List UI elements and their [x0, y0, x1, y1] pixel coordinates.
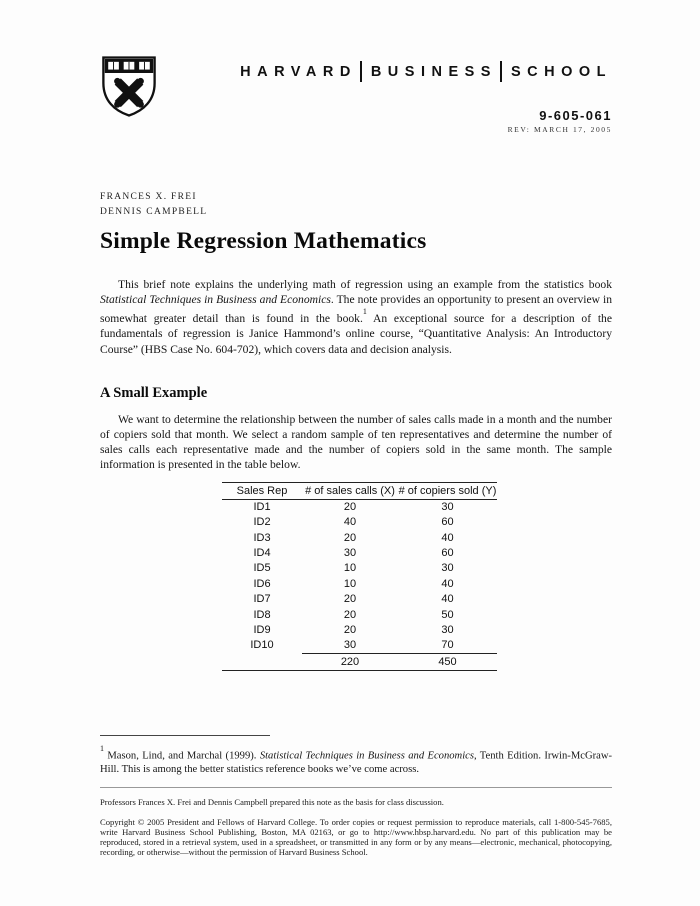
document-number: 9-605-061 [539, 108, 612, 123]
table-row [222, 561, 497, 576]
section-text: We want to determine the relationship between the number of sales calls made in a month and the number of copiers sold that month. We select a random sample of ten representatives and determine the number of sales calls each representative made and the number of copiers sold in the same month. The sample information is presented in the table below. [100, 412, 612, 472]
column-header-copiers-sold: # of copiers sold (Y) [398, 482, 497, 499]
book-title-italic: Statistical Techniques in Business and Economics [100, 293, 331, 307]
cell-id: ID2 [253, 516, 271, 529]
cell-calls: 30 [343, 639, 357, 652]
preparation-credit: Professors Frances X. Frei and Dennis Campbell prepared this note as the basis for class discussion. [100, 797, 444, 808]
cell-sold: 30 [441, 624, 454, 636]
cell-calls: 20 [343, 608, 357, 621]
page-title: Simple Regression Mathematics [100, 228, 427, 254]
cell-calls: 20 [343, 624, 357, 636]
intro-paragraph [100, 277, 612, 357]
wordmark-divider [500, 61, 502, 82]
section-heading: A Small Example [100, 384, 208, 401]
author-name: FRANCES X. FREI [100, 192, 197, 202]
cell-sold: 50 [441, 608, 454, 621]
cell-id: ID9 [253, 624, 271, 636]
cell-sold: 70 [441, 639, 454, 652]
table-header-row [222, 482, 497, 499]
copyright-notice: Copyright © 2005 President and Fellows of Harvard College. To order copies or request permission to reproduce materials, call 1-800-545-7685, write Harvard Business School Publishing, Boston, MA 02163, or go to http://www.hbsp.harvard.edu. No part of this publication may be reproduced, stored in a retrieval system, used in a spreadsheet, or transmitted in any form or by any means—electronic, mechanical, photocopying, recording, or otherwise—without the permission of Harvard Business School. [100, 816, 612, 858]
footnote-reference: 1 [362, 306, 367, 316]
cell-id: ID6 [253, 577, 271, 590]
footnote-text-end: , Tenth Edition. Irwin-McGraw-Hill. This is among the better statistics reference books we’ve come across. [100, 750, 612, 775]
cell-sold: 30 [441, 501, 454, 514]
table-row [222, 592, 497, 607]
cell-id: ID7 [253, 593, 271, 606]
cell-sold: 60 [441, 516, 454, 529]
footnote-number: 1 [100, 744, 104, 754]
table-row [222, 607, 497, 622]
footer-separator [100, 787, 612, 788]
document-id-block [100, 108, 612, 134]
cell-id: ID10 [250, 639, 274, 652]
table-row [222, 638, 497, 653]
cell-calls: 10 [343, 577, 357, 590]
wordmark-school: SCHOOL [510, 63, 612, 80]
school-wordmark [240, 61, 612, 82]
cell-calls: 40 [343, 516, 357, 529]
cell-id: ID8 [253, 608, 271, 621]
hbs-shield-logo [100, 54, 158, 118]
revision-date: REV: MARCH 17, 2005 [507, 125, 612, 134]
cell-sold: 40 [441, 593, 454, 606]
intro-text-middle: . The note provides an opportunity to present an overview in somewhat greater detail than is found in the book. [100, 293, 612, 326]
cell-calls: 20 [343, 501, 357, 514]
table-row [222, 576, 497, 591]
cell-sold: 60 [441, 547, 454, 560]
section-paragraph [100, 412, 612, 473]
cell-sold: 30 [441, 562, 454, 575]
footnote-text-start: Mason, Lind, and Marchal (1999). [104, 750, 260, 762]
table-row [222, 622, 497, 637]
cell-id: ID1 [253, 501, 271, 514]
cell-total-calls: 220 [302, 653, 398, 670]
wordmark-divider [360, 61, 362, 82]
cell-id: ID4 [253, 547, 271, 560]
wordmark-business: BUSINESS [370, 63, 497, 80]
cell-calls: 30 [343, 547, 357, 560]
cell-id: ID5 [253, 562, 271, 575]
table-totals-row [222, 653, 497, 670]
author-name: DENNIS CAMPBELL [100, 207, 208, 217]
author-list [100, 190, 612, 220]
column-header-sales-rep: Sales Rep [222, 482, 302, 499]
cell-calls: 20 [343, 531, 357, 544]
intro-text-end: An exceptional source for a description of the fundamentals of regression is Janice Hammond’s online course, “Quantitative Analysis: An Introductory Course” (HBS Case No. 604-702), which covers data and decision analysis. [100, 312, 612, 356]
cell-calls: 20 [343, 593, 357, 606]
footnote-text [100, 745, 612, 777]
cell-sold: 40 [441, 577, 454, 590]
cell-id: ID3 [253, 531, 271, 544]
cell-sold: 40 [441, 531, 454, 544]
cell-calls: 10 [343, 562, 357, 575]
column-header-sales-calls: # of sales calls (X) [302, 482, 398, 499]
intro-text-start: This brief note explains the underlying math of regression using an example from the statistics book [118, 278, 612, 291]
sample-data-table [222, 482, 497, 671]
table-row [222, 545, 497, 560]
table-row [222, 515, 497, 530]
wordmark-harvard: HARVARD [240, 63, 357, 80]
cell-totals-blank [222, 653, 302, 670]
table-row [222, 499, 497, 514]
cell-total-sold: 450 [398, 653, 497, 670]
footnote-separator [100, 735, 270, 736]
footnote-book-title-italic: Statistical Techniques in Business and Economics [259, 750, 474, 762]
table-row [222, 530, 497, 545]
